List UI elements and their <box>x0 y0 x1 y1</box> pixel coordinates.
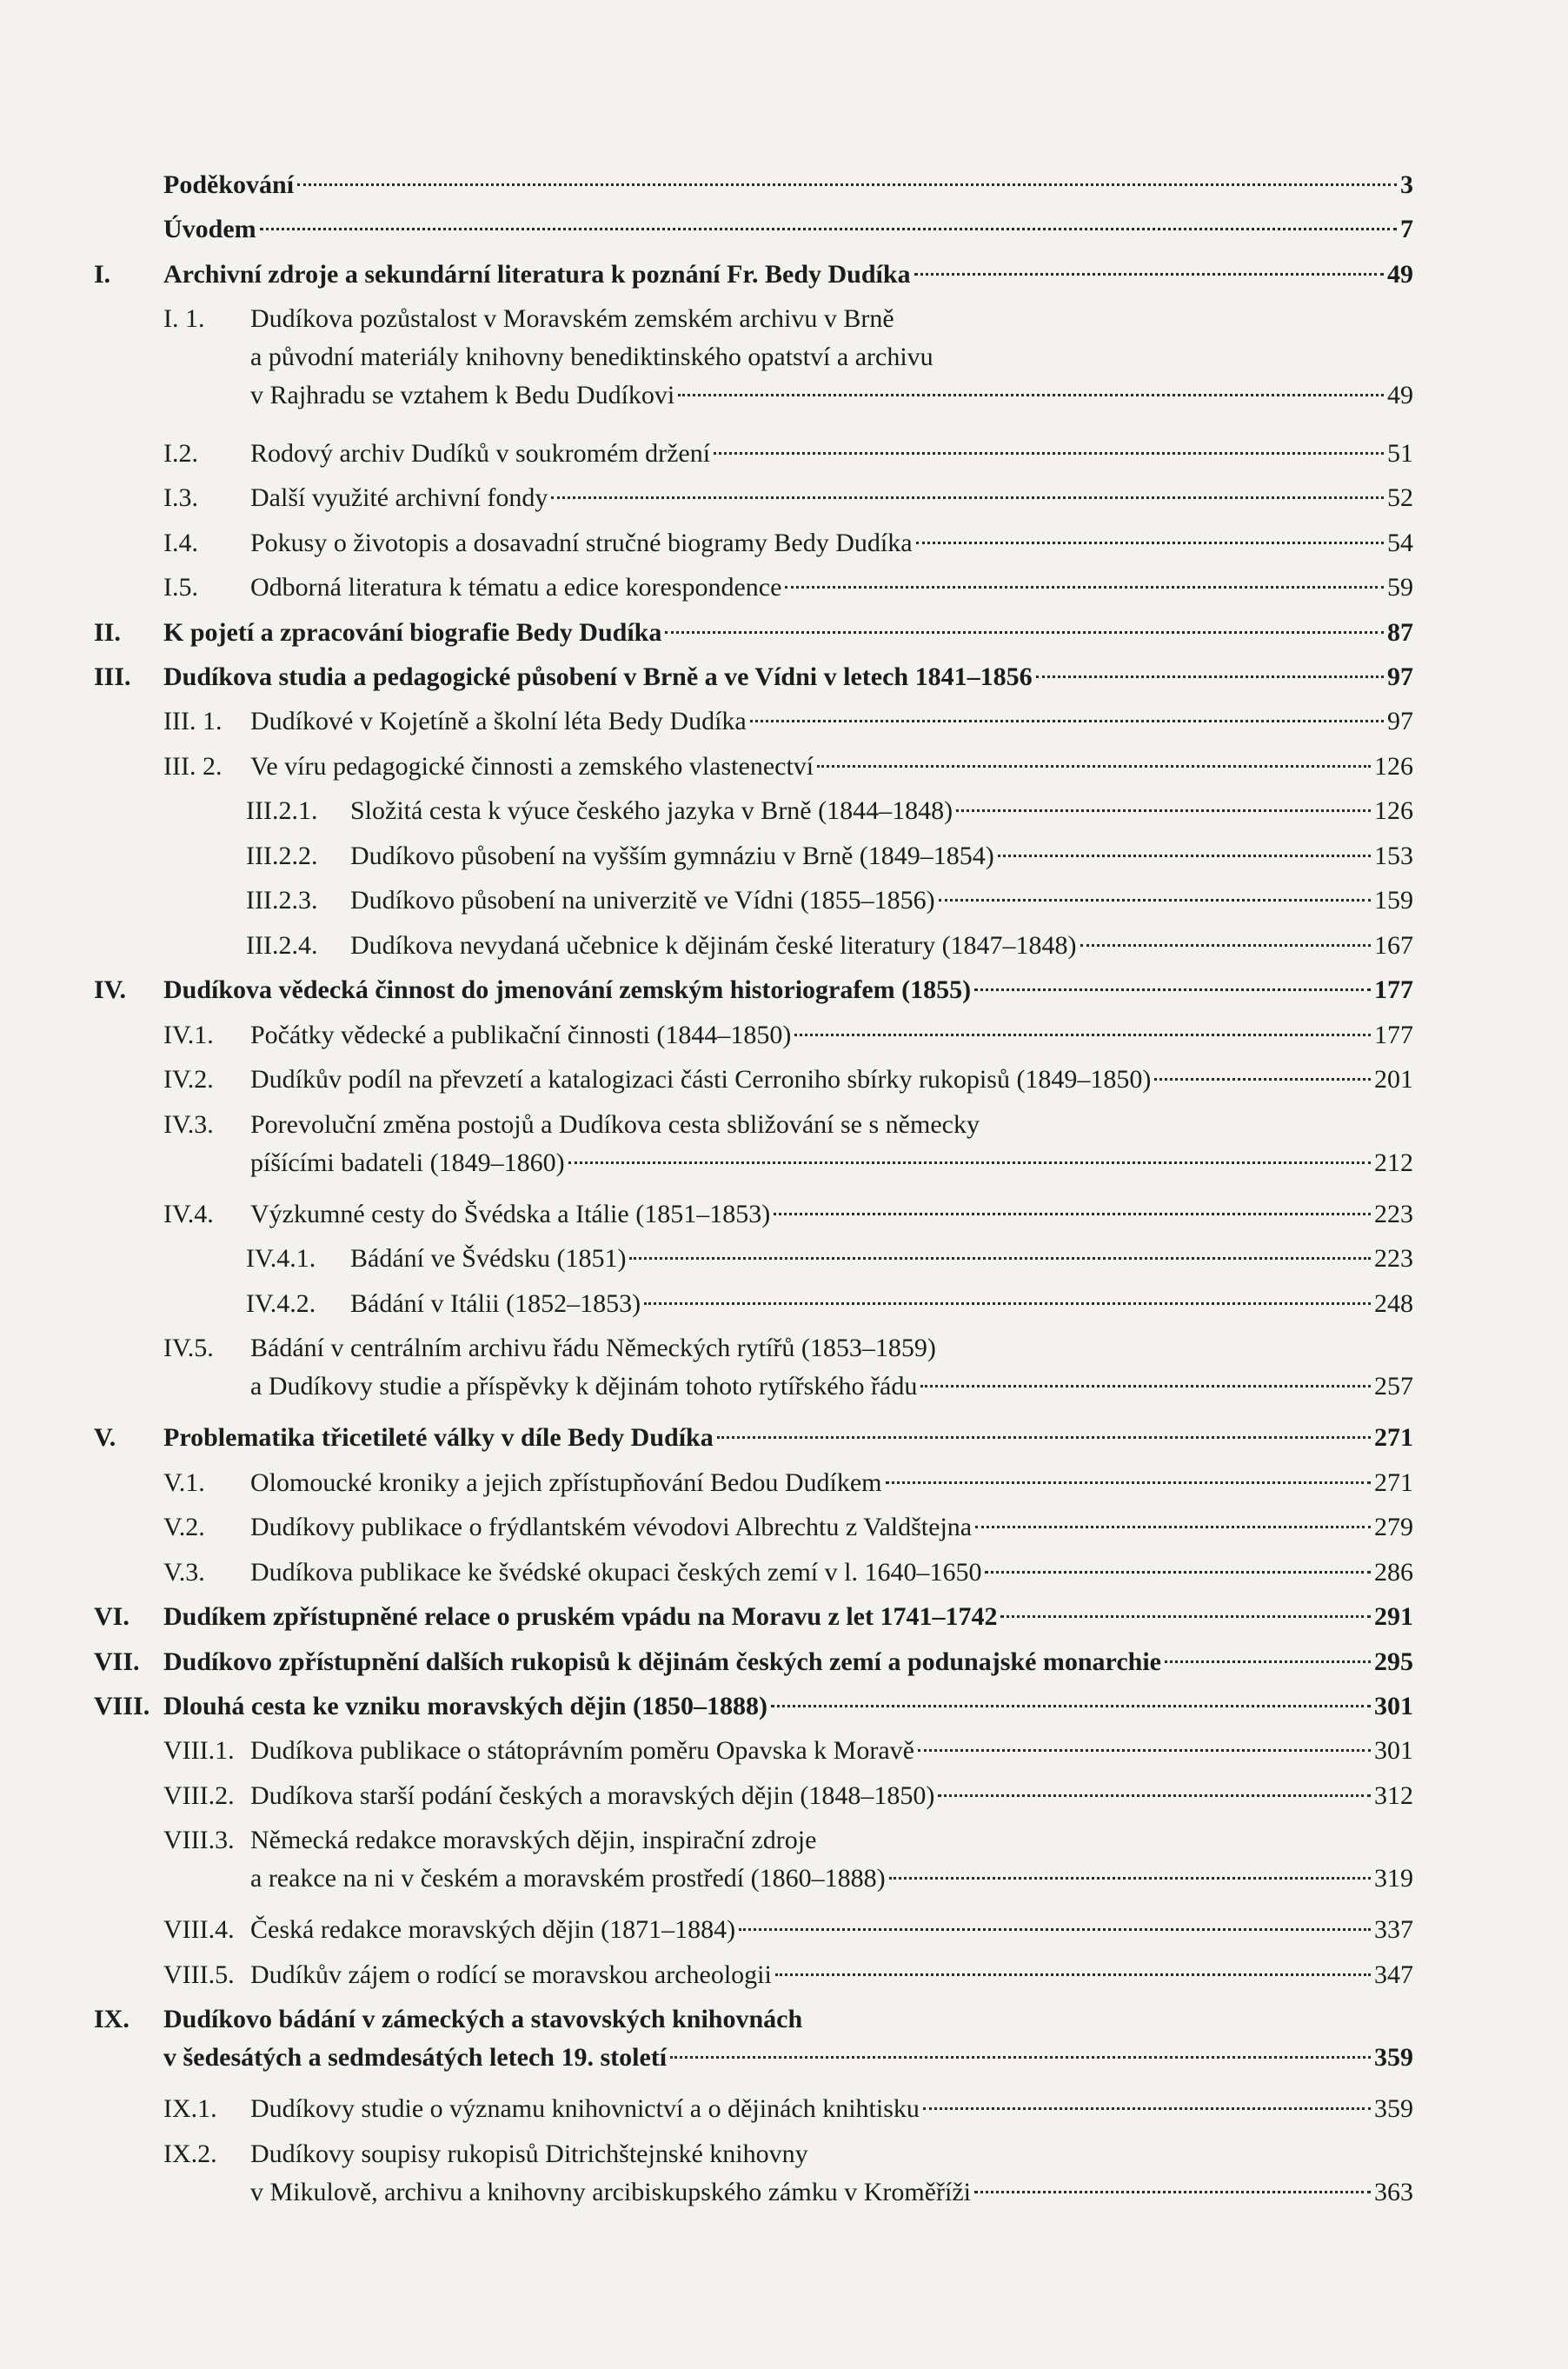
toc-entry <box>94 2093 1413 2139</box>
toc-entry-title-row <box>163 662 1413 693</box>
toc-entry-title-row <box>350 885 1413 916</box>
toc-entry <box>94 662 1413 706</box>
dot-leader <box>1000 1615 1371 1618</box>
toc-entry-title: Dudíkova publikace o státoprávním poměru Opavska k Moravě <box>250 1736 914 1766</box>
toc-entry-title: Dudíkovo působení na vyšším gymnáziu v Brně (1849–1854) <box>350 841 994 870</box>
toc-entry-title: Složitá cesta k výuce českého jazyka v Brně (1844–1848) <box>350 796 953 826</box>
dot-leader <box>750 720 1384 722</box>
toc-entry <box>94 1288 1413 1334</box>
toc-entry-title-row <box>250 1863 1413 1894</box>
toc-entry-page-number: 363 <box>1374 2177 1413 2206</box>
toc-entry-page-number: 286 <box>1374 1557 1413 1587</box>
dot-leader <box>918 1749 1371 1752</box>
toc-entry <box>94 259 1413 303</box>
toc-entry-number: IV.4.1. <box>246 1244 316 1274</box>
toc-entry <box>94 214 1413 258</box>
toc-entry-page-number: 347 <box>1374 1960 1413 1989</box>
toc-entry-title-row <box>250 1735 1413 1767</box>
dot-leader <box>717 1436 1371 1439</box>
toc-entry <box>94 1780 1413 1826</box>
dot-leader <box>938 1794 1371 1797</box>
toc-entry-title: Poděkování <box>163 170 295 199</box>
toc-entry-title-row <box>163 1601 1413 1633</box>
toc-entry-number: III.2.3. <box>246 886 318 915</box>
dot-leader <box>629 1257 1371 1260</box>
toc-entry-number: V. <box>94 1423 116 1453</box>
toc-entry-page-number: 97 <box>1387 662 1413 692</box>
dot-leader <box>771 1705 1371 1707</box>
toc-entry-page-number: 177 <box>1374 1020 1413 1049</box>
toc-entry-page-number: 54 <box>1387 528 1413 557</box>
toc-entry-title: Dudíkovy studie o významu knihovnictví a o dějinách knihtisku <box>250 2094 920 2124</box>
toc-entry-title-row <box>250 1148 1413 1179</box>
toc-entry-number: VI. <box>94 1602 130 1632</box>
toc-entry <box>94 170 1413 214</box>
toc-entry-title-row <box>250 1467 1413 1499</box>
toc-entry <box>94 930 1413 975</box>
toc-entry-title-row <box>163 617 1413 649</box>
toc-entry <box>94 885 1413 930</box>
dot-leader <box>1036 675 1384 678</box>
toc-entry-page-number: 126 <box>1374 751 1413 781</box>
toc-entry-title-row <box>250 2093 1413 2125</box>
toc-entry <box>94 1735 1413 1780</box>
toc-entry-title: Bádání v Itálii (1852–1853) <box>350 1288 641 1318</box>
toc-entry <box>94 1601 1413 1646</box>
dot-leader <box>739 1928 1371 1931</box>
toc-entry-page-number: 167 <box>1374 930 1413 960</box>
toc-entry-title-row <box>350 1288 1413 1320</box>
toc-entry-number: IX.1. <box>163 2094 217 2124</box>
toc-entry <box>94 482 1413 528</box>
dot-leader <box>974 988 1371 991</box>
toc-entry-title: píšícími badateli (1849–1860) <box>250 1148 565 1177</box>
dot-leader <box>914 273 1384 276</box>
toc-entry <box>94 1199 1413 1244</box>
toc-entry-number: V.2. <box>163 1513 205 1542</box>
toc-entry-number: IV.4. <box>163 1199 214 1228</box>
toc-entry-page-number: 212 <box>1374 1148 1413 1177</box>
toc-entry-title-line: Bádání v centrálním archivu řádu Německých rytířů (1853–1859) <box>250 1334 936 1363</box>
toc-entry-number: VIII. <box>94 1692 150 1721</box>
dot-leader <box>714 452 1384 455</box>
toc-entry-number: I. 1. <box>163 304 205 334</box>
toc-entry-page-number: 223 <box>1374 1244 1413 1274</box>
toc-entry-page-number: 51 <box>1387 438 1413 468</box>
toc-entry-page-number: 126 <box>1374 796 1413 826</box>
dot-leader <box>1080 944 1371 947</box>
toc-entry <box>94 1647 1413 1691</box>
toc-entry <box>94 1914 1413 1960</box>
toc-entry-title-row <box>250 528 1413 559</box>
toc-entry <box>94 1557 1413 1602</box>
toc-entry-title-line: Porevoluční změna postojů a Dudíkova cesta sbližování se s německy <box>250 1109 980 1139</box>
toc-entry-number: I.4. <box>163 528 198 557</box>
toc-entry <box>94 572 1413 617</box>
toc-entry-title: Dlouhá cesta ke vzniku moravských dějin (1850–1888) <box>163 1692 768 1721</box>
toc-entry-number: V.1. <box>163 1467 205 1497</box>
toc-entry <box>94 1064 1413 1109</box>
toc-entry-page-number: 59 <box>1387 573 1413 602</box>
toc-entry <box>94 975 1413 1019</box>
toc-entry-number: IV.3. <box>163 1109 214 1139</box>
toc-entry-title-row <box>163 1691 1413 1722</box>
toc-entry-title: Odborná literatura k tématu a edice korespondence <box>250 573 782 602</box>
toc-entry-title: v Mikulově, archivu a knihovny arcibiskupského zámku v Kroměříži <box>250 2177 971 2206</box>
toc-entry-title-row <box>250 2177 1413 2208</box>
toc-entry-title-row <box>250 572 1413 603</box>
toc-entry-title-row <box>350 841 1413 872</box>
toc-entry-number: III. <box>94 662 131 692</box>
toc-entry <box>94 706 1413 751</box>
toc-entry-page-number: 3 <box>1400 170 1413 199</box>
toc-entry-page-number: 291 <box>1374 1602 1413 1632</box>
toc-entry <box>94 303 1413 438</box>
toc-entry <box>94 617 1413 662</box>
toc-entry-page-number: 301 <box>1374 1692 1413 1721</box>
toc-entry <box>94 1467 1413 1513</box>
toc-entry <box>94 528 1413 573</box>
toc-entry-number: III. 1. <box>163 707 223 736</box>
toc-entry-page-number: 153 <box>1374 841 1413 870</box>
dot-leader <box>774 1213 1371 1215</box>
toc-entry <box>94 1333 1413 1422</box>
toc-entry-title-row <box>250 1780 1413 1812</box>
toc-entry-page-number: 97 <box>1387 707 1413 736</box>
toc-entry <box>94 438 1413 483</box>
toc-entry-page-number: 201 <box>1374 1065 1413 1095</box>
toc-entry-title-line: Dudíkovy soupisy rukopisů Ditrichštejnské knihovny <box>250 2139 808 2168</box>
dot-leader <box>670 2056 1371 2059</box>
toc-entry-title: a reakce na ni v českém a moravském prostředí (1860–1888) <box>250 1864 886 1893</box>
toc-entry-page-number: 359 <box>1374 2043 1413 2073</box>
toc-entry-number: I. <box>94 259 111 289</box>
toc-entry-title-row <box>250 706 1413 737</box>
toc-entry-title-row <box>250 1199 1413 1230</box>
toc-entry-title-row <box>163 975 1413 1006</box>
toc-entry-number: V.3. <box>163 1557 205 1587</box>
toc-entry-number: III.2.4. <box>246 930 318 960</box>
toc-entry <box>94 795 1413 841</box>
toc-entry-title: Dudíkův zájem o rodící se moravskou archeologii <box>250 1960 772 1989</box>
toc-entry-title: Bádání ve Švédsku (1851) <box>350 1244 627 1274</box>
toc-entry <box>94 2139 1413 2228</box>
toc-entry-title: Ve víru pedagogické činnosti a zemského vlastenectví <box>250 751 814 781</box>
dot-leader <box>916 542 1384 544</box>
toc-entry-number: I.3. <box>163 483 198 513</box>
toc-entry-number: III.2.1. <box>246 796 318 826</box>
toc-entry-title: Dudíkův podíl na převzetí a katalogizaci části Cerroniho sbírky rukopisů (1849–1850) <box>250 1065 1152 1095</box>
toc-entry <box>94 1020 1413 1065</box>
toc-entry-title-row <box>350 1243 1413 1274</box>
toc-entry-title-row <box>250 482 1413 514</box>
dot-leader <box>974 2191 1371 2193</box>
toc-entry-number: I.5. <box>163 573 198 602</box>
toc-entry-title-row <box>250 1960 1413 1991</box>
toc-entry-title: Dudíkovy publikace o frýdlantském vévodovi Albrechtu z Valdštejna <box>250 1513 973 1542</box>
toc-entry-page-number: 337 <box>1374 1915 1413 1945</box>
toc-entry <box>94 2004 1413 2093</box>
toc-entry-page-number: 257 <box>1374 1372 1413 1401</box>
dot-leader <box>1154 1078 1371 1081</box>
dot-leader <box>775 1973 1371 1976</box>
toc-entry-number: IV. <box>94 975 126 1005</box>
toc-entry-title-row <box>163 2042 1413 2073</box>
toc-entry-page-number: 271 <box>1374 1423 1413 1453</box>
dot-leader <box>975 1526 1371 1528</box>
toc-entry-title-row <box>163 1647 1413 1678</box>
toc-entry-title-line: a původní materiály knihovny benediktinského opatství a archivu <box>250 343 933 372</box>
toc-entry-page-number: 7 <box>1400 215 1413 244</box>
toc-entry-page-number: 52 <box>1387 483 1413 513</box>
toc-entry-title: Počátky vědecké a publikační činnosti (1844–1850) <box>250 1020 792 1049</box>
toc-entry <box>94 841 1413 886</box>
dot-leader <box>644 1302 1371 1305</box>
toc-entry-title: Dudíkova starší podání českých a moravských dějin (1848–1850) <box>250 1780 935 1810</box>
toc-entry-title: Česká redakce moravských dějin (1871–1884) <box>250 1915 736 1945</box>
toc-entry-title: Dudíkova nevydaná učebnice k dějinám české literatury (1847–1848) <box>350 930 1077 960</box>
toc-entry-title: Dudíkova studia a pedagogické působení v Brně a ve Vídni v letech 1841–1856 <box>163 662 1033 692</box>
toc-entry-title-row <box>163 170 1413 201</box>
toc-entry-title-row <box>250 1914 1413 1946</box>
toc-entry <box>94 1825 1413 1914</box>
toc-entry-number: VIII.5. <box>163 1960 235 1989</box>
toc-entry-page-number: 49 <box>1387 259 1413 289</box>
toc-entry-title-row <box>250 1064 1413 1095</box>
dot-leader <box>785 586 1384 589</box>
toc-entry-page-number: 159 <box>1374 886 1413 915</box>
toc-entry-title-row <box>163 214 1413 245</box>
dot-leader <box>920 1385 1371 1387</box>
toc-entry-number: IX.2. <box>163 2139 217 2168</box>
dot-leader <box>678 394 1384 396</box>
toc-entry-title-row <box>350 930 1413 962</box>
toc-entry-title-line: Dudíkovo bádání v zámeckých a stavovských knihovnách <box>163 2005 803 2034</box>
toc-entry-title: K pojetí a zpracování biografie Bedy Dudíka <box>163 617 662 647</box>
dot-leader <box>889 1877 1371 1880</box>
dot-leader <box>568 1161 1371 1164</box>
toc-entry-title: v šedesátých a sedmdesátých letech 19. století <box>163 2043 668 2073</box>
toc-entry-title: Dudíkové v Kojetíně a školní léta Bedy Dudíka <box>250 707 747 736</box>
toc-entry-title: a Dudíkovy studie a příspěvky k dějinám tohoto rytířského řádu <box>250 1372 918 1401</box>
toc-entry-number: I.2. <box>163 438 198 468</box>
toc-entry <box>94 1109 1413 1199</box>
toc-entry-number: VIII.1. <box>163 1736 235 1766</box>
toc-entry-number: III.2.2. <box>246 841 318 870</box>
toc-entry-title: Výzkumné cesty do Švédska a Itálie (1851–1853) <box>250 1199 771 1228</box>
toc-entry-title: Dudíkem zpřístupněné relace o pruském vpádu na Moravu z let 1741–1742 <box>163 1602 998 1632</box>
table-of-contents <box>94 170 1413 2228</box>
toc-entry-page-number: 301 <box>1374 1736 1413 1766</box>
toc-entry <box>94 1512 1413 1557</box>
toc-entry-number: VII. <box>94 1647 140 1676</box>
dot-leader <box>985 1571 1371 1574</box>
toc-entry-page-number: 359 <box>1374 2094 1413 2124</box>
toc-entry <box>94 1960 1413 2005</box>
toc-entry-title: Archivní zdroje a sekundární literatura k poznání Fr. Bedy Dudíka <box>163 259 911 289</box>
toc-entry-page-number: 248 <box>1374 1288 1413 1318</box>
toc-entry-number: VIII.2. <box>163 1780 235 1810</box>
toc-entry-title: Dudíkovo zpřístupnění dalších rukopisů k dějinám českých zemí a podunajské monarchie <box>163 1647 1161 1676</box>
toc-entry-title-row <box>163 259 1413 290</box>
toc-entry-number: II. <box>94 617 121 647</box>
toc-entry-page-number: 271 <box>1374 1467 1413 1497</box>
dot-leader <box>551 496 1384 499</box>
toc-entry-page-number: 223 <box>1374 1199 1413 1228</box>
toc-entry-title-line: Dudíkova pozůstalost v Moravském zemském archivu v Brně <box>250 304 894 334</box>
toc-entry-page-number: 312 <box>1374 1780 1413 1810</box>
dot-leader <box>260 228 1397 230</box>
toc-entry-title-row <box>250 380 1413 411</box>
toc-entry-page-number: 319 <box>1374 1864 1413 1893</box>
dot-leader <box>923 2107 1371 2110</box>
dot-leader <box>794 1034 1371 1036</box>
toc-entry-title: v Rajhradu se vztahem k Bedu Dudíkovi <box>250 381 675 410</box>
toc-entry-title: Problematika třicetileté války v díle Bedy Dudíka <box>163 1423 714 1453</box>
toc-entry-title: Pokusy o životopis a dosavadní stručné biogramy Bedy Dudíka <box>250 528 913 557</box>
toc-entry <box>94 751 1413 796</box>
toc-entry-title-row <box>250 1512 1413 1543</box>
dot-leader <box>939 899 1371 902</box>
toc-entry-number: IV.2. <box>163 1065 214 1095</box>
dot-leader <box>1165 1660 1371 1663</box>
dot-leader <box>297 183 1397 186</box>
toc-entry-title: Olomoucké kroniky a jejich zpřístupňování Bedou Dudíkem <box>250 1467 882 1497</box>
toc-entry-title: Dudíkova publikace ke švédské okupaci českých zemí v l. 1640–1650 <box>250 1557 982 1587</box>
toc-entry-title-row <box>250 1020 1413 1051</box>
dot-leader <box>956 809 1371 812</box>
dot-leader <box>998 855 1371 857</box>
toc-entry <box>94 1422 1413 1467</box>
toc-entry-title-row <box>250 751 1413 782</box>
toc-entry-number: IX. <box>94 2005 130 2034</box>
toc-entry-page-number: 87 <box>1387 617 1413 647</box>
toc-entry-number: III. 2. <box>163 751 223 781</box>
dot-leader <box>817 765 1371 768</box>
toc-entry-title: Rodový archiv Dudíků v soukromém držení <box>250 438 711 468</box>
toc-entry-page-number: 279 <box>1374 1513 1413 1542</box>
toc-entry-title: Úvodem <box>163 215 256 244</box>
toc-entry <box>94 1691 1413 1735</box>
toc-entry-title-row <box>163 1422 1413 1454</box>
toc-entry-title-line: Německá redakce moravských dějin, inspirační zdroje <box>250 1826 817 1855</box>
toc-entry-number: VIII.3. <box>163 1826 235 1855</box>
toc-entry-title: Další využité archivní fondy <box>250 483 548 513</box>
toc-entry-title-row <box>350 795 1413 827</box>
toc-entry-page-number: 49 <box>1387 381 1413 410</box>
toc-entry-title-row <box>250 438 1413 469</box>
toc-entry-number: IV.4.2. <box>246 1288 316 1318</box>
toc-entry-page-number: 177 <box>1374 975 1413 1005</box>
toc-entry-number: IV.5. <box>163 1334 214 1363</box>
toc-entry-title: Dudíkova vědecká činnost do jmenování zemským historiografem (1855) <box>163 975 972 1005</box>
toc-entry <box>94 1243 1413 1288</box>
toc-entry-title-row <box>250 1371 1413 1402</box>
toc-entry-number: VIII.4. <box>163 1915 235 1945</box>
dot-leader <box>665 631 1384 634</box>
toc-entry-page-number: 295 <box>1374 1647 1413 1676</box>
dot-leader <box>886 1481 1371 1484</box>
toc-entry-title-row <box>250 1557 1413 1588</box>
toc-entry-title: Dudíkovo působení na univerzitě ve Vídni (1855–1856) <box>350 886 935 915</box>
toc-entry-number: IV.1. <box>163 1020 214 1049</box>
